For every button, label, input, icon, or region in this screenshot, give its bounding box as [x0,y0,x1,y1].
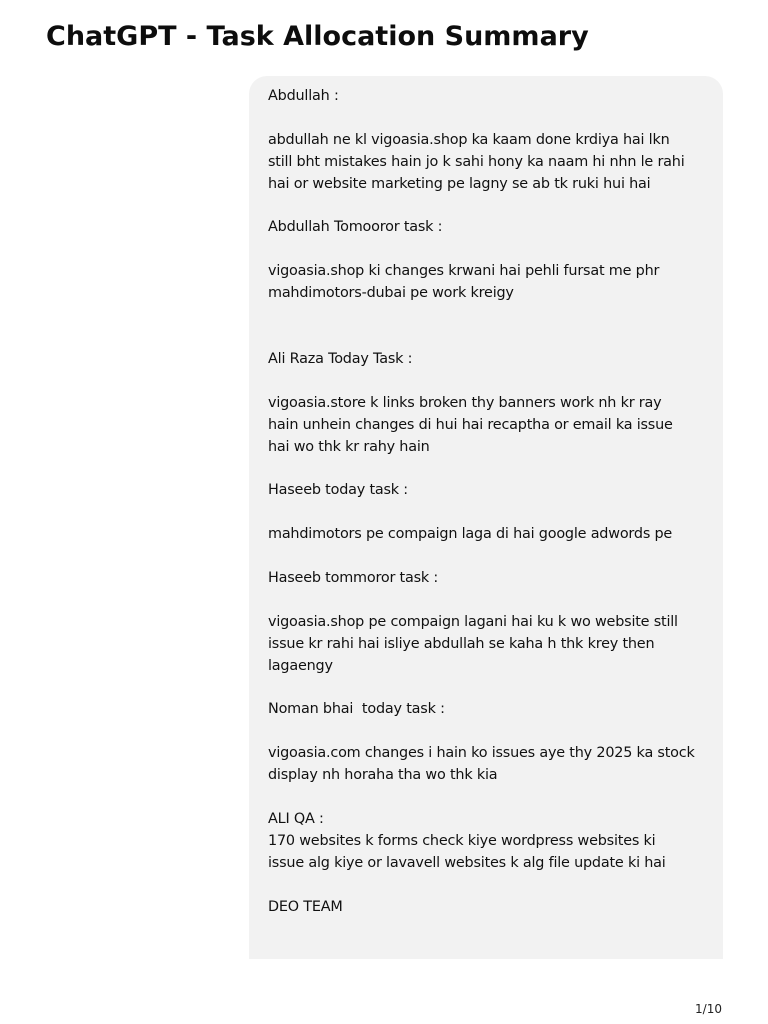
message-line: DEO TEAM [268,898,343,915]
message-line: vigoasia.store k links broken thy banners work nh kr ray [268,394,662,411]
message-line: hai wo thk kr rahy hain [268,438,430,455]
message-line: Ali Raza Today Task : [268,350,413,367]
blank-line [268,108,704,130]
blank-line [268,875,704,897]
message-line: 170 websites k forms check kiye wordpress websites ki [268,832,656,849]
message-line: lagaengy [268,657,333,674]
blank-line [268,196,704,218]
blank-line [268,327,704,349]
message-line: mahdimotors pe compaign laga di hai google adwords pe [268,526,673,543]
message-line: vigoasia.shop ki changes krwani hai pehli fursat me phr [268,263,660,280]
blank-line [268,371,704,393]
message-line: display nh horaha tha wo thk kia [268,767,498,784]
message-line: issue kr rahi hai isliye abdullah se kaha h thk krey then [268,635,655,652]
message-line: mahdimotors-dubai pe work kreigy [268,285,514,302]
blank-line [268,239,704,261]
message-line: Noman bhai today task : [268,701,445,718]
message-line: Abdullah : [268,88,339,104]
blank-line [268,590,704,612]
message-bubble [249,76,723,959]
blank-line [268,721,704,743]
message-line: abdullah ne kl vigoasia.shop ka kaam done krdiya hai lkn [268,131,670,148]
message-line: ALI QA : [268,810,324,827]
blank-line [268,502,704,524]
page-number: 1/10 [695,1002,722,1016]
blank-line [268,677,704,699]
message-line: issue alg kiye or lavavell websites k alg file update ki hai [268,854,666,871]
page-title: ChatGPT - Task Allocation Summary [46,21,589,52]
blank-line [268,546,704,568]
message-line: still bht mistakes hain jo k sahi hony ka naam hi nhn le rahi [268,153,685,170]
message-text [268,86,704,918]
blank-line [268,458,704,480]
message-line: Haseeb tommoror task : [268,569,439,586]
message-line: hain unhein changes di hui hai recaptha or email ka issue [268,416,673,433]
message-line: Abdullah Tomooror task : [268,219,443,236]
message-line: Haseeb today task : [268,482,408,499]
blank-line [268,305,704,327]
message-line: vigoasia.com changes i hain ko issues aye thy 2025 ka stock [268,745,695,762]
message-line: hai or website marketing pe lagny se ab tk ruki hui hai [268,175,651,192]
message-line: vigoasia.shop pe compaign lagani hai ku k wo website still [268,613,678,630]
blank-line [268,787,704,809]
